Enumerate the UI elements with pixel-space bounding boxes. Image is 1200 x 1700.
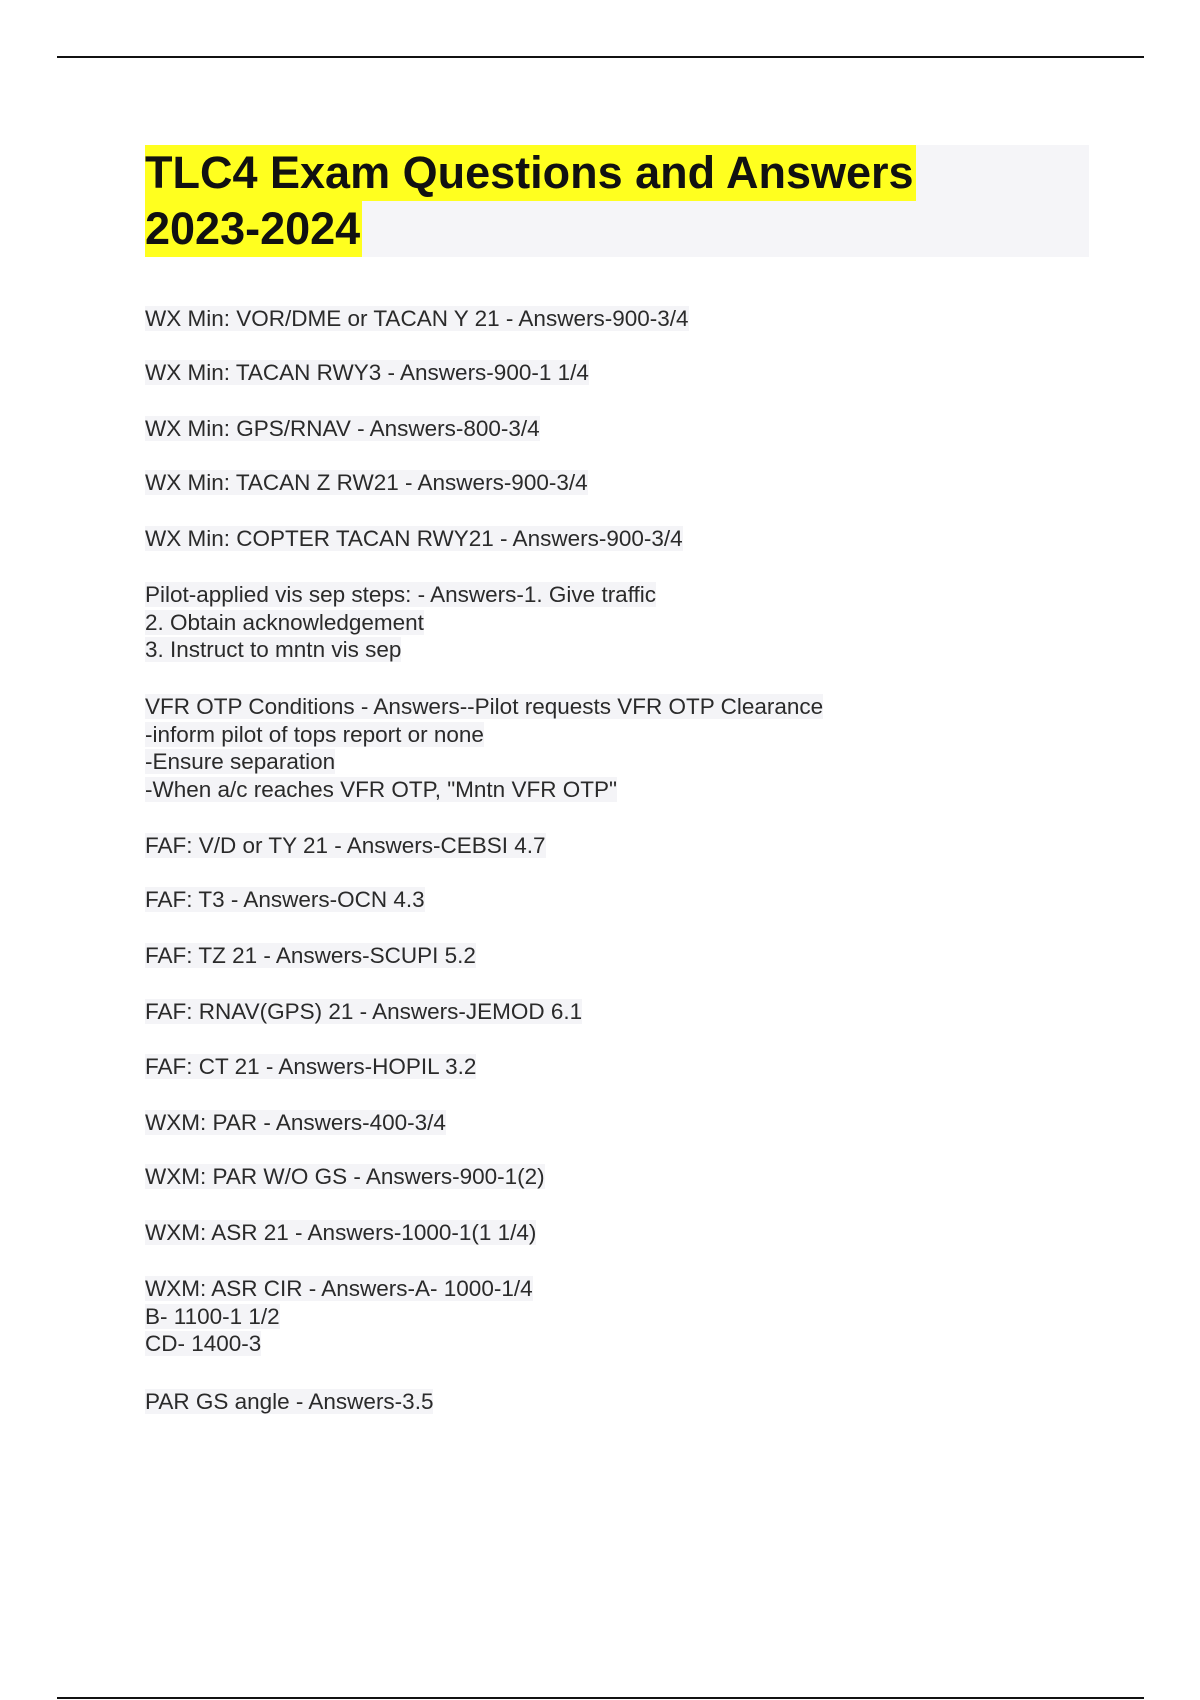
qa-entry [145,942,476,970]
qa-entry [145,305,689,333]
qa-line [145,415,540,443]
qa-line [145,305,689,333]
qa-line [145,886,425,914]
qa-entry [145,1388,433,1416]
qa-line [145,998,582,1026]
qa-entry [145,998,582,1026]
qa-line [145,1275,533,1303]
qa-line [145,832,546,860]
qa-entry [145,359,589,387]
qa-line-text: VFR OTP Conditions - Answers--Pilot requests VFR OTP Clearance [145,694,824,719]
qa-entry [145,581,656,664]
qa-line [145,359,589,387]
qa-entry [145,1053,476,1081]
qa-line-text: FAF: RNAV(GPS) 21 - Answers-JEMOD 6.1 [145,999,583,1024]
qa-line [145,1219,536,1247]
qa-line-text: WXM: ASR 21 - Answers-1000-1(1 1/4) [145,1220,537,1245]
qa-line [145,609,656,637]
document-title [145,145,1089,257]
top-rule [57,56,1144,58]
qa-line [145,1303,533,1331]
bottom-rule [57,1697,1144,1699]
qa-line [145,469,588,497]
qa-entry [145,1163,545,1191]
qa-line-text: WXM: PAR - Answers-400-3/4 [145,1110,446,1135]
qa-line-text: PAR GS angle - Answers-3.5 [145,1389,434,1414]
qa-line-text: WXM: PAR W/O GS - Answers-900-1(2) [145,1164,545,1189]
qa-line-text: WX Min: COPTER TACAN RWY21 - Answers-900-3/4 [145,526,683,551]
qa-line-text: WX Min: VOR/DME or TACAN Y 21 - Answers-900-3/4 [145,306,689,331]
qa-entry [145,832,546,860]
qa-entry [145,693,823,803]
qa-line-text: WX Min: TACAN Z RW21 - Answers-900-3/4 [145,470,588,495]
title-line-2: 2023-2024 [145,201,362,257]
qa-line-text: 2. Obtain acknowledgement [145,609,424,635]
qa-line-text: -Ensure separation [145,749,336,774]
qa-line-text: 3. Instruct to mntn vis sep [145,637,402,662]
qa-line [145,525,683,553]
qa-entry [145,886,425,914]
qa-line [145,693,823,721]
qa-line [145,721,823,749]
title-block [145,145,1089,257]
qa-entry [145,1275,533,1358]
qa-line-text: WX Min: TACAN RWY3 - Answers-900-1 1/4 [145,360,589,385]
qa-line-text: CD- 1400-3 [145,1331,262,1356]
qa-line [145,1053,476,1081]
qa-line [145,581,656,609]
qa-line-text: FAF: V/D or TY 21 - Answers-CEBSI 4.7 [145,833,546,858]
qa-line-text: FAF: T3 - Answers-OCN 4.3 [145,887,425,912]
qa-line [145,1163,545,1191]
qa-line [145,1388,433,1416]
qa-line-text: FAF: TZ 21 - Answers-SCUPI 5.2 [145,943,476,968]
qa-line-text: -inform pilot of tops report or none [145,721,484,747]
qa-line-text: -When a/c reaches VFR OTP, "Mntn VFR OTP" [145,776,617,802]
qa-line [145,748,823,776]
qa-entry [145,1219,536,1247]
qa-entry [145,525,683,553]
qa-line [145,776,823,804]
qa-line-text: WXM: ASR CIR - Answers-A- 1000-1/4 [145,1276,533,1301]
qa-entry [145,415,540,443]
qa-line [145,942,476,970]
qa-line [145,636,656,664]
qa-line-text: WX Min: GPS/RNAV - Answers-800-3/4 [145,416,540,441]
qa-line-text: B- 1100-1 1/2 [145,1303,280,1329]
qa-line-text: Pilot-applied vis sep steps: - Answers-1. Give traffic [145,582,657,607]
title-line-1: TLC4 Exam Questions and Answers [145,145,916,201]
qa-line [145,1109,446,1137]
qa-entry [145,469,588,497]
qa-line-text: FAF: CT 21 - Answers-HOPIL 3.2 [145,1054,477,1079]
qa-line [145,1330,533,1358]
qa-entry [145,1109,446,1137]
